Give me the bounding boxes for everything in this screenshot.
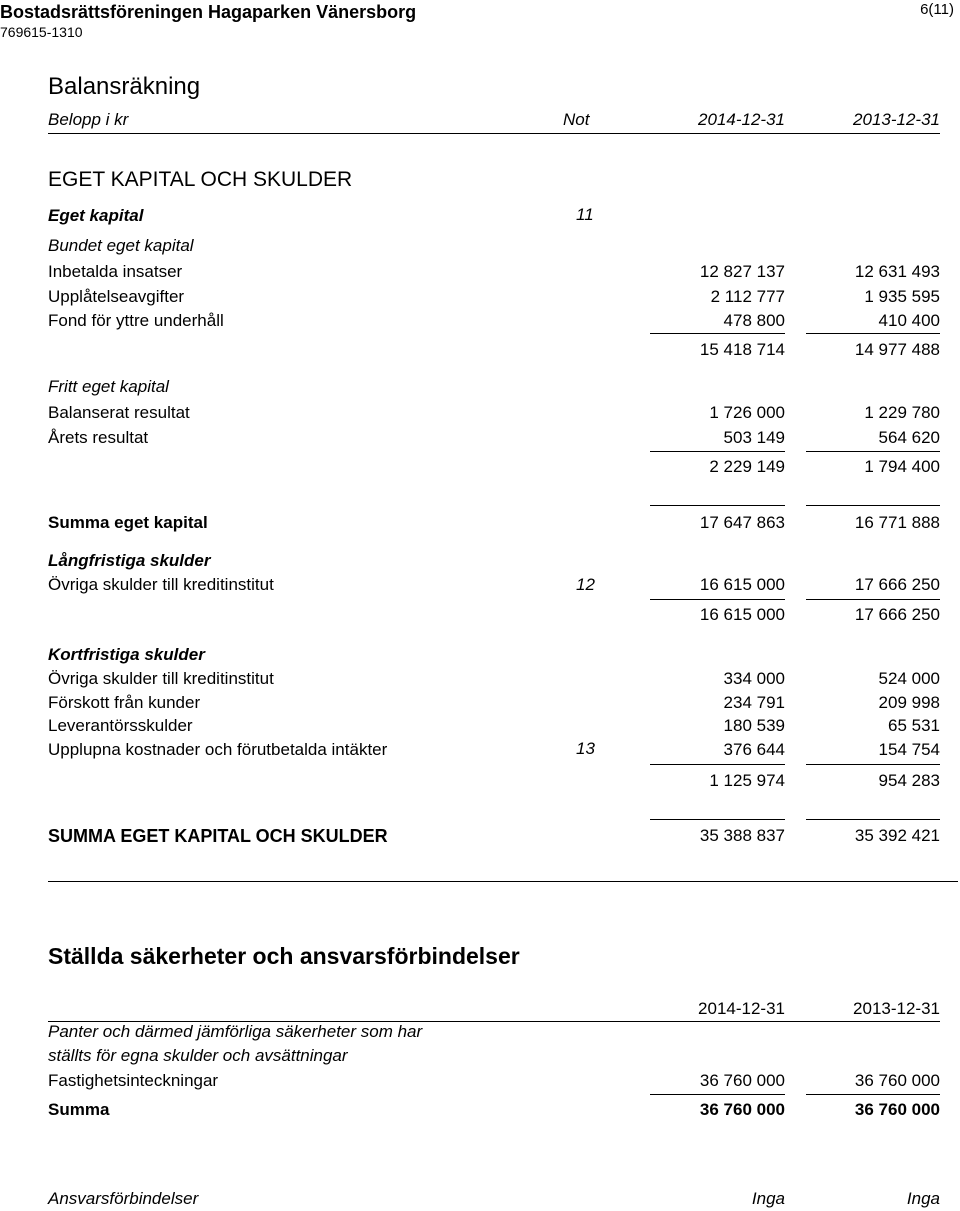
table-cell-2014: 478 800: [723, 311, 785, 330]
table-cell-2013: 1 935 595: [864, 287, 940, 306]
short-term-liabilities-heading: Kortfristiga skulder: [48, 645, 205, 664]
subtotal-line: [806, 764, 940, 765]
subtotal-2014: 15 418 714: [699, 340, 785, 359]
table-cell-2014: 503 149: [723, 428, 785, 447]
table-cell-2014: 16 615 000: [699, 575, 785, 594]
table-row-note: 12: [576, 575, 595, 594]
column-header-2014: 2014-12-31: [698, 999, 785, 1018]
subtotal-line: [650, 451, 785, 452]
column-header-note: Not: [563, 110, 590, 129]
subtotal-line: [650, 764, 785, 765]
table-cell-2013: 154 754: [878, 740, 940, 759]
table-row-label: Fond för yttre underhåll: [48, 311, 224, 330]
restricted-equity-heading: Bundet eget kapital: [48, 236, 194, 255]
subtotal-2014: 1 125 974: [709, 771, 785, 790]
pledged-total-2014: 36 760 000: [699, 1100, 785, 1119]
table-row-label: Övriga skulder till kreditinstitut: [48, 575, 274, 594]
section-divider: [48, 881, 958, 882]
table-cell-2014: 2 112 777: [710, 287, 785, 306]
pledged-total-label: Summa: [48, 1100, 110, 1119]
contingent-liabilities-2013: Inga: [906, 1189, 940, 1208]
subtotal-2014: 2 229 149: [709, 457, 785, 476]
page-number: 6(11): [920, 1, 954, 18]
equity-note: 11: [576, 205, 594, 224]
total-line: [650, 1094, 785, 1095]
subtotal-2013: 954 283: [878, 771, 940, 790]
subtotal-2013: 14 977 488: [854, 340, 940, 359]
contingent-liabilities-2014: Inga: [751, 1189, 785, 1208]
column-header-2013: 2013-12-31: [853, 110, 940, 129]
table-row-label: Årets resultat: [48, 428, 149, 447]
table-row-label: Övriga skulder till kreditinstitut: [48, 669, 274, 688]
table-cell-2013: 36 760 000: [854, 1071, 940, 1090]
free-equity-heading: Fritt eget kapital: [48, 377, 169, 396]
header-divider: [48, 133, 940, 134]
total-line: [806, 505, 940, 506]
pledged-subtitle-line1: Panter och därmed jämförliga säkerheter som har: [48, 1022, 423, 1041]
subtotal-line: [650, 333, 785, 334]
table-row-label: Inbetalda insatser: [48, 262, 183, 281]
table-cell-2013: 12 631 493: [854, 262, 940, 281]
pledged-total-2013: 36 760 000: [854, 1100, 940, 1119]
contingent-liabilities-label: Ansvarsförbindelser: [48, 1189, 199, 1208]
equity-total-2014: 17 647 863: [699, 513, 785, 532]
organization-number: 769615-1310: [0, 24, 83, 40]
table-cell-2014: 1 726 000: [709, 403, 785, 422]
long-term-liabilities-heading: Långfristiga skulder: [48, 551, 211, 570]
table-cell-2014: 36 760 000: [699, 1071, 785, 1090]
pledged-assets-title: Ställda säkerheter och ansvarsförbindelser: [48, 943, 520, 969]
total-line: [806, 819, 940, 820]
subtotal-2013: 1 794 400: [864, 457, 940, 476]
total-line: [650, 505, 785, 506]
table-cell-2014: 376 644: [723, 740, 785, 759]
table-cell-2013: 1 229 780: [864, 403, 940, 422]
grand-total-2014: 35 388 837: [699, 826, 785, 845]
column-header-2014: 2014-12-31: [698, 110, 785, 129]
table-cell-2013: 524 000: [878, 669, 940, 688]
table-cell-2014: 334 000: [723, 669, 785, 688]
table-cell-2013: 209 998: [878, 693, 940, 712]
subtotal-line: [806, 451, 940, 452]
table-row-note: 13: [576, 739, 595, 758]
subtotal-2013: 17 666 250: [854, 605, 940, 624]
table-cell-2013: 564 620: [878, 428, 940, 447]
subtotal-line: [806, 599, 940, 600]
grand-total-2013: 35 392 421: [854, 826, 940, 845]
equity-total-label: Summa eget kapital: [48, 513, 208, 532]
table-row-label: Förskott från kunder: [48, 693, 201, 712]
table-cell-2013: 65 531: [888, 716, 940, 735]
section-title: EGET KAPITAL OCH SKULDER: [48, 168, 353, 191]
subtotal-line: [806, 333, 940, 334]
column-header-label: Belopp i kr: [48, 110, 129, 129]
organization-name: Bostadsrättsföreningen Hagaparken Vänersborg: [0, 2, 417, 22]
table-cell-2013: 17 666 250: [854, 575, 940, 594]
table-cell-2014: 12 827 137: [699, 262, 785, 281]
table-cell-2014: 234 791: [723, 693, 785, 712]
page-title: Balansräkning: [48, 73, 201, 100]
table-cell-2013: 410 400: [878, 311, 940, 330]
table-row-label: Upplupna kostnader och förutbetalda intäkter: [48, 740, 388, 759]
table-row-label: Balanserat resultat: [48, 403, 190, 422]
table-cell-2014: 180 539: [723, 716, 785, 735]
subtotal-line: [650, 599, 785, 600]
total-line: [650, 819, 785, 820]
subtotal-2014: 16 615 000: [699, 605, 785, 624]
table-row-label: Leverantörsskulder: [48, 716, 193, 735]
equity-heading: Eget kapital: [48, 206, 144, 225]
equity-total-2013: 16 771 888: [854, 513, 940, 532]
total-line: [806, 1094, 940, 1095]
column-header-2013: 2013-12-31: [853, 999, 940, 1018]
grand-total-label: SUMMA EGET KAPITAL OCH SKULDER: [48, 826, 388, 846]
table-row-label: Fastighetsinteckningar: [48, 1071, 219, 1090]
table-row-label: Upplåtelseavgifter: [48, 287, 185, 306]
pledged-subtitle-line2: ställts för egna skulder och avsättningar: [48, 1046, 348, 1065]
